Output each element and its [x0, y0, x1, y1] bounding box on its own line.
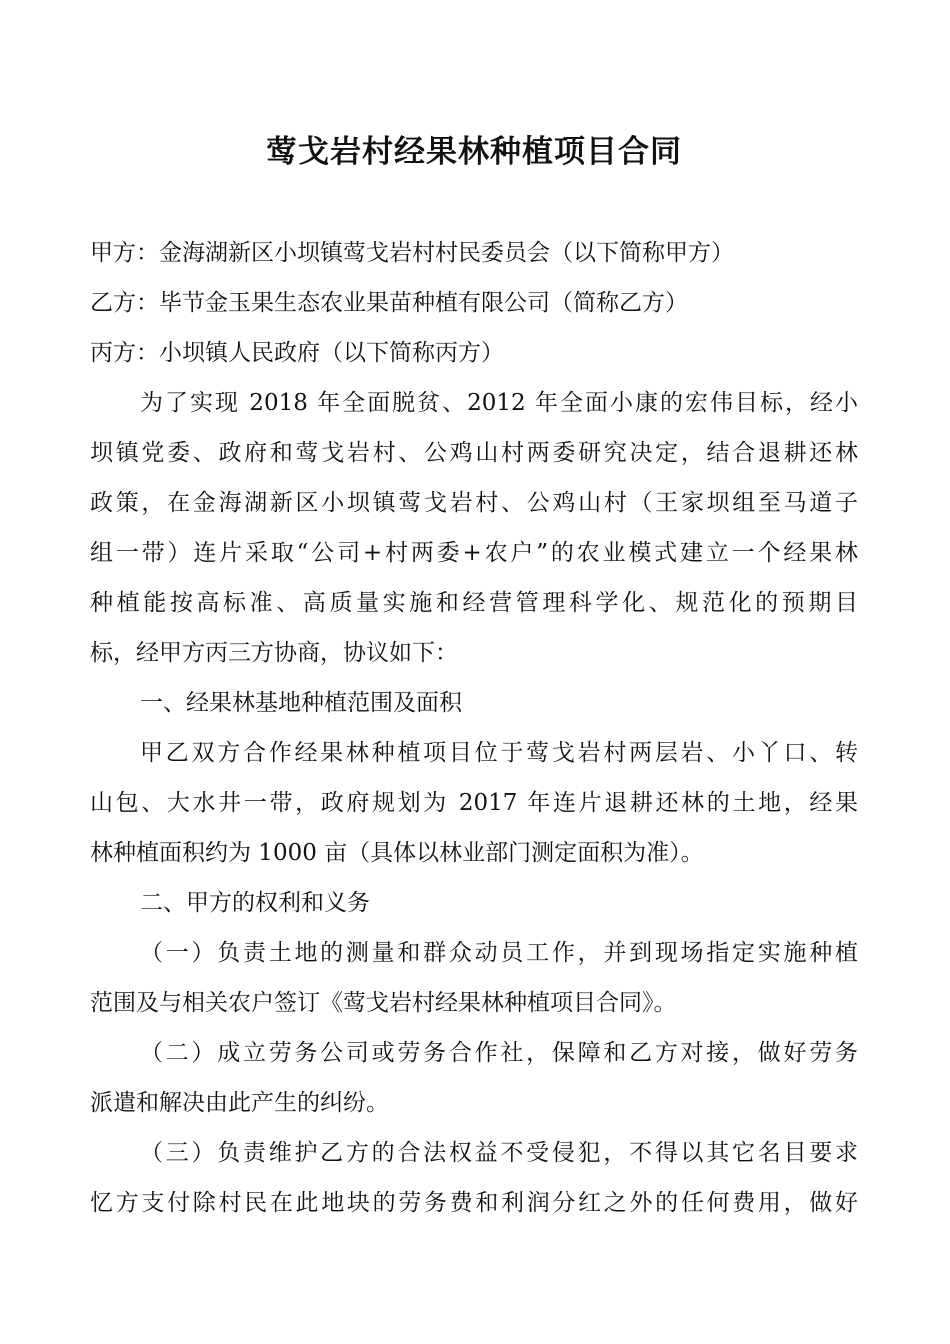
text-line: 二、甲方的权利和义务 [140, 890, 370, 916]
text-line: 乙方：毕节金玉果生态农业果苗种植有限公司（简称乙方） [90, 290, 688, 316]
text-line: 为了实现 2018 年全面脱贫、2012 年全面小康的宏伟目标，经小 [140, 390, 858, 416]
text-line: 标，经甲方丙三方协商，协议如下： [90, 640, 458, 666]
text-line: （一）负责土地的测量和群众动员工作，并到现场指定实施种植 [140, 940, 858, 966]
text-line: 山包、大水井一带，政府规划为 2017 年连片退耕还林的土地，经果 [90, 790, 858, 816]
text-line: 忆方支付除村民在此地块的劳务费和利润分红之外的任何费用，做好 [90, 1190, 858, 1216]
text-line: 范围及与相关农户签订《莺戈岩村经果林种植项目合同》。 [90, 990, 677, 1016]
text-line: 一、经果林基地种植范围及面积 [140, 690, 462, 716]
text-line: 派遣和解决由此产生的纠纷。 [90, 1090, 389, 1116]
text-line: （三）负责维护乙方的合法权益不受侵犯，不得以其它名目要求 [140, 1140, 858, 1166]
text-line: 甲乙双方合作经果林种植项目位于莺戈岩村两层岩、小丫口、转 [140, 740, 858, 766]
document-title: 莺戈岩村经果林种植项目合同 [266, 134, 682, 170]
text-line: 甲方：金海湖新区小坝镇莺戈岩村村民委员会（以下简称甲方） [90, 240, 734, 266]
text-line: （二）成立劳务公司或劳务合作社，保障和乙方对接，做好劳务 [140, 1040, 858, 1066]
text-line: 政策，在金海湖新区小坝镇莺戈岩村、公鸡山村（王家坝组至马道子 [90, 490, 858, 516]
document-body [90, 228, 858, 1228]
text-line: 丙方：小坝镇人民政府（以下简称丙方） [90, 340, 504, 366]
text-line: 组一带）连片采取“公司+村两委+农户”的农业模式建立一个经果林 [90, 540, 858, 566]
text-line: 林种植面积约为 1000 亩（具体以林业部门测定面积为准）。 [90, 840, 704, 866]
text-line: 坝镇党委、政府和莺戈岩村、公鸡山村两委研究决定，结合退耕还林 [90, 440, 858, 466]
text-line: 种植能按高标准、高质量实施和经营管理科学化、规范化的预期目 [90, 590, 858, 616]
